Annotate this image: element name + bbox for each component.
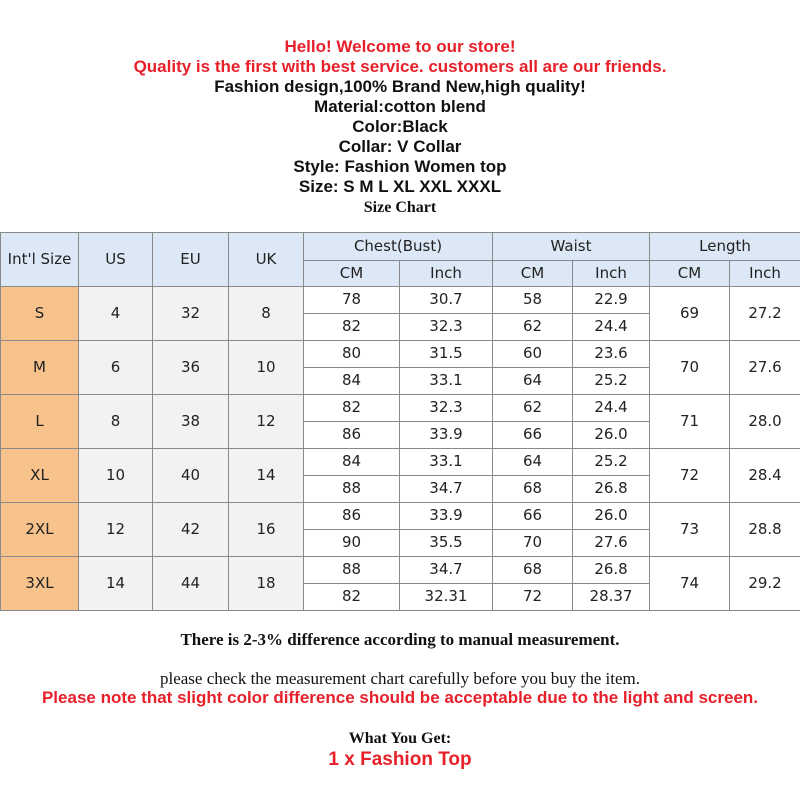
sizes-text: Size: S M L XL XXL XXXL [298,177,502,196]
chest-inch-cell: 33.1 [400,368,493,395]
waist-cm-cell: 72 [493,584,573,611]
subheader-waist-inch: Inch [573,261,650,287]
what-you-get-label: What You Get: [348,730,452,747]
chest-inch-cell: 33.1 [400,449,493,476]
waist-inch-cell: 25.2 [573,449,650,476]
length-cm-cell: 73 [650,503,730,557]
eu-size-cell: 44 [153,557,229,611]
eu-size-cell: 38 [153,395,229,449]
header-us: US [79,233,153,287]
uk-size-cell: 12 [229,395,304,449]
us-size-cell: 12 [79,503,153,557]
eu-size-cell: 32 [153,287,229,341]
chest-cm-cell: 82 [304,314,400,341]
length-inch-cell: 27.2 [730,287,800,341]
length-cm-cell: 69 [650,287,730,341]
length-inch-cell: 28.8 [730,503,800,557]
length-cm-cell: 70 [650,341,730,395]
subheader-chest-inch: Inch [400,261,493,287]
check-note: please check the measurement chart carefully before you buy the item. [159,669,641,688]
eu-size-cell: 42 [153,503,229,557]
collar-text: Collar: V Collar [338,137,462,156]
header-uk: UK [229,233,304,287]
color-difference-note: Please note that slight color difference should be acceptable due to the light and screen. [41,688,759,707]
size-chart-title: Size Chart [363,199,437,216]
eu-size-cell: 36 [153,341,229,395]
waist-inch-cell: 24.4 [573,395,650,422]
waist-cm-cell: 64 [493,368,573,395]
material-text: Material:cotton blend [314,97,486,116]
chest-cm-cell: 88 [304,476,400,503]
chest-cm-cell: 86 [304,503,400,530]
waist-cm-cell: 68 [493,476,573,503]
waist-inch-cell: 26.0 [573,422,650,449]
us-size-cell: 14 [79,557,153,611]
length-inch-cell: 29.2 [730,557,800,611]
table-row [1,341,800,368]
size-cell: M [1,341,79,395]
waist-cm-cell: 64 [493,449,573,476]
header-length: Length [650,233,800,261]
length-cm-cell: 74 [650,557,730,611]
eu-size-cell: 40 [153,449,229,503]
size-cell: S [1,287,79,341]
waist-cm-cell: 62 [493,395,573,422]
waist-inch-cell: 23.6 [573,341,650,368]
waist-inch-cell: 26.8 [573,557,650,584]
chest-inch-cell: 34.7 [400,557,493,584]
uk-size-cell: 8 [229,287,304,341]
chest-inch-cell: 35.5 [400,530,493,557]
package-item: 1 x Fashion Top [328,749,472,770]
chest-inch-cell: 30.7 [400,287,493,314]
chest-cm-cell: 84 [304,368,400,395]
uk-size-cell: 16 [229,503,304,557]
length-inch-cell: 28.0 [730,395,800,449]
chest-cm-cell: 82 [304,584,400,611]
length-inch-cell: 28.4 [730,449,800,503]
uk-size-cell: 14 [229,449,304,503]
size-cell: XL [1,449,79,503]
waist-inch-cell: 27.6 [573,530,650,557]
difference-note: There is 2-3% difference according to manual measurement. [180,630,620,649]
welcome-text: Hello! Welcome to our store! [284,37,516,56]
size-cell: 3XL [1,557,79,611]
chest-inch-cell: 31.5 [400,341,493,368]
table-row [1,557,800,584]
waist-cm-cell: 66 [493,503,573,530]
waist-inch-cell: 28.37 [573,584,650,611]
chest-cm-cell: 86 [304,422,400,449]
subheader-waist-cm: CM [493,261,573,287]
chest-cm-cell: 78 [304,287,400,314]
size-chart-table [0,232,800,611]
length-inch-cell: 27.6 [730,341,800,395]
waist-cm-cell: 68 [493,557,573,584]
subheader-chest-cm: CM [304,261,400,287]
chest-cm-cell: 80 [304,341,400,368]
chest-inch-cell: 33.9 [400,422,493,449]
chest-inch-cell: 33.9 [400,503,493,530]
chest-inch-cell: 32.31 [400,584,493,611]
us-size-cell: 10 [79,449,153,503]
waist-cm-cell: 60 [493,341,573,368]
header-waist: Waist [493,233,650,261]
color-text: Color:Black [352,117,448,136]
subheader-length-cm: CM [650,261,730,287]
waist-inch-cell: 25.2 [573,368,650,395]
chest-inch-cell: 32.3 [400,395,493,422]
length-cm-cell: 71 [650,395,730,449]
us-size-cell: 8 [79,395,153,449]
header-chest: Chest(Bust) [304,233,493,261]
uk-size-cell: 18 [229,557,304,611]
waist-inch-cell: 26.8 [573,476,650,503]
uk-size-cell: 10 [229,341,304,395]
table-row [1,449,800,476]
chest-inch-cell: 32.3 [400,314,493,341]
header-eu: EU [153,233,229,287]
table-row [1,287,800,314]
size-cell: 2XL [1,503,79,557]
us-size-cell: 6 [79,341,153,395]
waist-inch-cell: 26.0 [573,503,650,530]
table-row [1,395,800,422]
subheader-length-inch: Inch [730,261,800,287]
quality-text: Quality is the first with best service. customers all are our friends. [133,57,667,76]
waist-cm-cell: 62 [493,314,573,341]
waist-cm-cell: 66 [493,422,573,449]
header-intl-size: Int'l Size [1,233,79,287]
waist-inch-cell: 24.4 [573,314,650,341]
style-text: Style: Fashion Women top [293,157,507,176]
length-cm-cell: 72 [650,449,730,503]
chest-inch-cell: 34.7 [400,476,493,503]
chest-cm-cell: 90 [304,530,400,557]
design-text: Fashion design,100% Brand New,high quality! [214,77,586,96]
waist-inch-cell: 22.9 [573,287,650,314]
waist-cm-cell: 70 [493,530,573,557]
waist-cm-cell: 58 [493,287,573,314]
chest-cm-cell: 84 [304,449,400,476]
chest-cm-cell: 88 [304,557,400,584]
table-row [1,503,800,530]
size-cell: L [1,395,79,449]
chest-cm-cell: 82 [304,395,400,422]
us-size-cell: 4 [79,287,153,341]
